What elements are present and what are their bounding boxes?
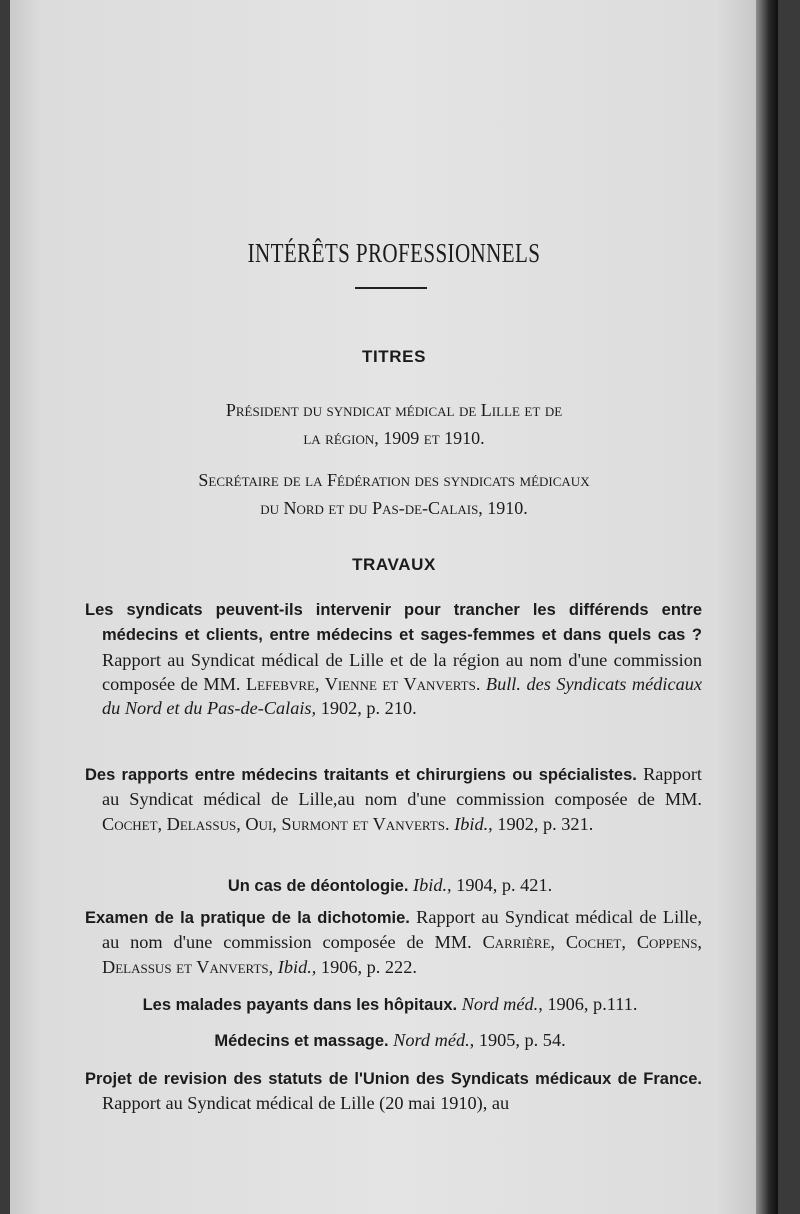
- entry-ref: Ibid.,: [408, 875, 452, 895]
- entry-ref: Ibid.,: [449, 813, 493, 834]
- travail-entry-4: [85, 905, 702, 979]
- entry-tail: 1906, p.111.: [542, 994, 638, 1014]
- entry-names: Lefebvre, Vienne et Vanverts.: [245, 673, 481, 694]
- entry-title: Médecins et massage.: [214, 1032, 389, 1050]
- entry-tail: 1902, p. 321.: [492, 813, 594, 834]
- section-heading-titres: TITRES: [361, 347, 427, 366]
- travail-entry-6: [90, 1028, 690, 1053]
- entry-tail: 1904, p. 421.: [451, 875, 553, 895]
- titre-secretaire-line2: du Nord et du Pas-de-Calais, 1910.: [260, 498, 528, 518]
- page-title: INTÉRÊTS PROFESSIONNELS: [247, 238, 541, 268]
- titre-president: [10, 396, 778, 452]
- entry-title: Les malades payants dans les hôpitaux.: [142, 996, 458, 1014]
- titre-president-line2: la région, 1909 et 1910.: [303, 428, 485, 448]
- entry-ref: Nord méd.,: [457, 994, 543, 1014]
- titre-secretaire-line1: Secrétaire de la Fédération des syndicats médicaux: [198, 470, 590, 490]
- scanned-page: [10, 0, 778, 1214]
- title-rule: [355, 287, 427, 289]
- entry-title: Examen de la pratique de la dichotomie.: [85, 909, 410, 927]
- entry-ref: Nord méd.,: [388, 1030, 475, 1050]
- titre-president-line1: Président du syndicat médical de Lille et de: [225, 400, 563, 420]
- travail-entry-2: [85, 762, 702, 836]
- entry-tail: 1906, p. 222.: [316, 956, 417, 977]
- entry-tail: 1905, p. 54.: [474, 1030, 566, 1050]
- travail-entry-5: [90, 992, 690, 1017]
- entry-text: Rapport au Syndicat médical de Lille, au nom d'une commission composée de MM.: [102, 907, 702, 953]
- entry-title: Projet de revision des statuts de l'Union des Syndicats médicaux de France.: [85, 1070, 702, 1088]
- page-edge-shadow: [756, 0, 778, 1214]
- entry-ref: Ibid.,: [273, 956, 317, 977]
- travail-entry-7: [85, 1066, 702, 1116]
- entry-text: Rapport au Syndicat médical de Lille,au nom d'une commission composée de MM.: [102, 764, 703, 810]
- entry-names: Cochet, Delassus, Oui, Surmont et Vanverts.: [102, 813, 450, 834]
- entry-tail: 1902, p. 210.: [316, 698, 417, 719]
- entry-text: Rapport au Syndicat médical de Lille et de la région au nom d'une commission composée de MM.: [102, 649, 702, 694]
- entry-ref: Bull. des Syndicats médicaux du Nord et du Pas-de-Calais,: [102, 673, 702, 719]
- section-heading-travaux: TRAVAUX: [352, 555, 436, 574]
- entry-title: Les syndicats peuvent-ils intervenir pour trancher les différends entre médecins et clients, entre médecins et sages-femmes et dans quels cas ?: [85, 601, 702, 645]
- entry-title: Des rapports entre médecins traitants et chirurgiens ou spécialistes.: [85, 766, 637, 784]
- travail-entry-1: [85, 597, 702, 720]
- entry-text: Rapport au Syndicat médical de Lille (20 mai 1910), au: [102, 1093, 510, 1114]
- entry-names: Carrière, Cochet, Coppens, Delassus et Vanverts,: [102, 932, 703, 977]
- travail-entry-3: [90, 873, 690, 898]
- entry-title: Un cas de déontologie.: [227, 877, 409, 895]
- titre-secretaire: [10, 466, 778, 522]
